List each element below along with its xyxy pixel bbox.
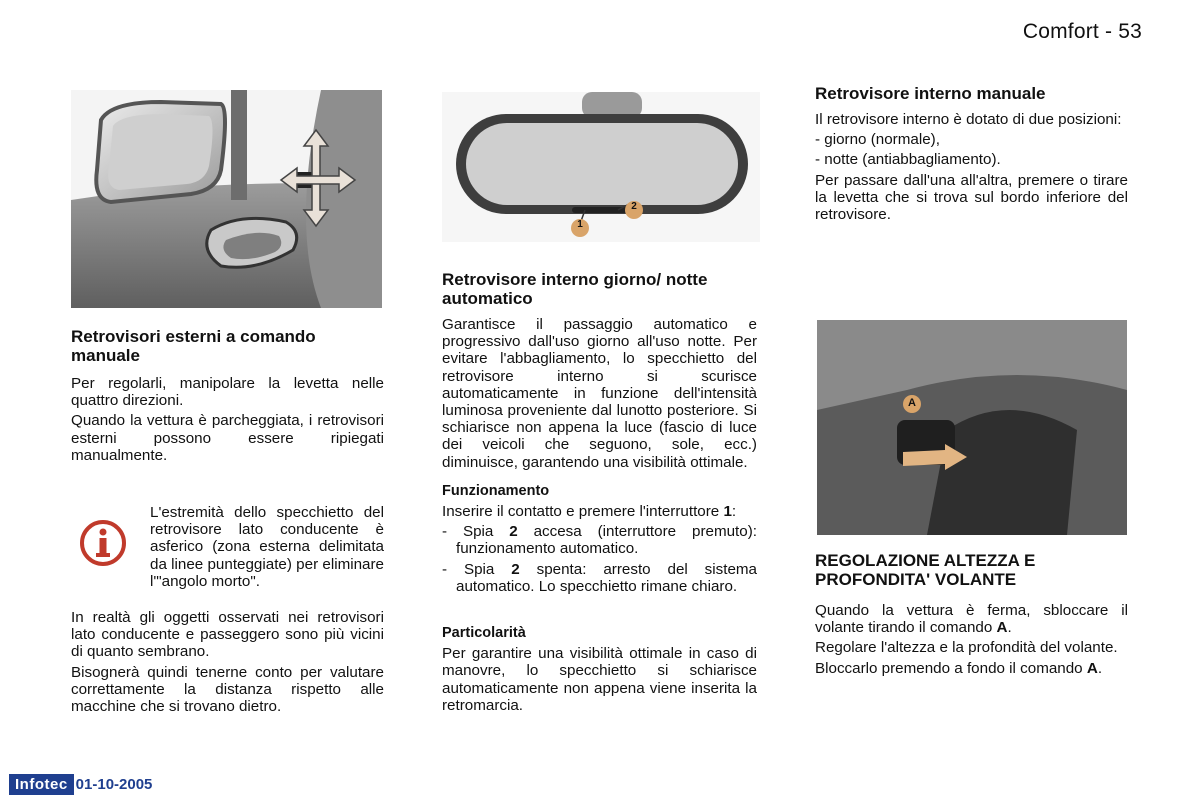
paragraph: Per passare dall'una all'altra, premere o tirare la levetta che si trova sul bordo inferiore del retrovisore. (815, 171, 1128, 224)
manual-mirror-title: Retrovisore interno manuale (815, 84, 1046, 103)
steering-lever-figure (817, 320, 1127, 535)
paragraph: Per garantire una visibilità ottimale in caso di manovre, lo specchietto si schiarisce automaticamente non appena viene inserita la retromarcia. (442, 645, 757, 714)
note-text: L'estremità dello specchietto del retrovisore lato conducente è asferico (zona esterna delimitata da linee punteggiate) per eliminare l'"angolo morto". (150, 504, 384, 590)
page-header (1023, 20, 1142, 44)
list-item: - Spia 2 spenta: arresto del sistema automatico. Lo specchietto rimane chiaro. (442, 560, 757, 595)
list-item: - giorno (normale), (815, 131, 940, 149)
footer (9, 773, 152, 795)
paragraph: In realtà gli oggetti osservati nei retrovisori lato conducente e passeggero sono più vicini di quanto sembrano. (71, 609, 384, 661)
mirror-callout-1: 1 (577, 219, 583, 230)
list-item: - notte (antiabbagliamento). (815, 151, 1001, 169)
interior-mirror-figure (442, 92, 760, 242)
page-number: 53 (1118, 20, 1142, 43)
funzionamento-title: Funzionamento (442, 482, 550, 499)
lever-callout-a: A (908, 397, 916, 409)
steering-adjust-title: REGOLAZIONE ALTEZZA E PROFONDITA' VOLANTE (815, 551, 1036, 589)
info-note (150, 504, 384, 593)
funzionamento-intro: Inserire il contatto e premere l'interruttore 1: (442, 503, 737, 521)
auto-mirror-title: Retrovisore interno giorno/ notte automatico (442, 270, 708, 308)
column-1 (71, 327, 384, 467)
paragraph: Per regolarli, manipolare la levetta nelle quattro direzioni. (71, 375, 384, 410)
list-item: - Spia 2 accesa (interruttore premuto): funzionamento automatico. (442, 523, 757, 558)
column-3 (815, 84, 1128, 226)
column-2 (442, 270, 757, 717)
paragraph: Bloccarlo premendo a fondo il comando A. (815, 659, 1103, 677)
footer-date: 01-10-2005 (75, 775, 153, 793)
mirror-callout-2: 2 (631, 201, 637, 212)
column-3-lower (815, 551, 1128, 680)
header-separator: - (1104, 20, 1113, 43)
particolarita-title: Particolarità (442, 625, 526, 642)
info-icon (78, 518, 128, 568)
exterior-mirror-title: Retrovisori esterni a comando manuale (71, 327, 316, 365)
paragraph: Bisognerà quindi tenerne conto per valutare correttamente la distanza rispetto alle macchine che si trovano dietro. (71, 663, 384, 716)
paragraph: Il retrovisore interno è dotato di due posizioni: (815, 111, 1122, 128)
paragraph: Garantisce il passaggio automatico e progressivo dall'uso giorno all'uso notte. Per evitare l'abbagliamento, lo specchietto del retrovisore interno si scurisce automaticamente in funzione dell'intensità luminosa proveniente dal lunotto posteriore. Si schiarisce non appena la luce (fascio di luce dei veicoli che seguono, sole, ecc.) diminuisce, garantendo una visibilità ottimale. (442, 316, 757, 471)
brand-logo: Infotec (9, 774, 74, 795)
paragraph: Regolare l'altezza e la profondità del volante. (815, 639, 1118, 657)
paragraph: Quando la vettura è ferma, sbloccare il volante tirando il comando A. (815, 602, 1128, 637)
section-title: Comfort (1022, 20, 1099, 43)
column-1-lower (71, 609, 384, 718)
paragraph: Quando la vettura è parcheggiata, i retrovisori esterni possono essere ripiegati manualmente. (71, 412, 384, 464)
door-mirror-figure (71, 90, 382, 308)
